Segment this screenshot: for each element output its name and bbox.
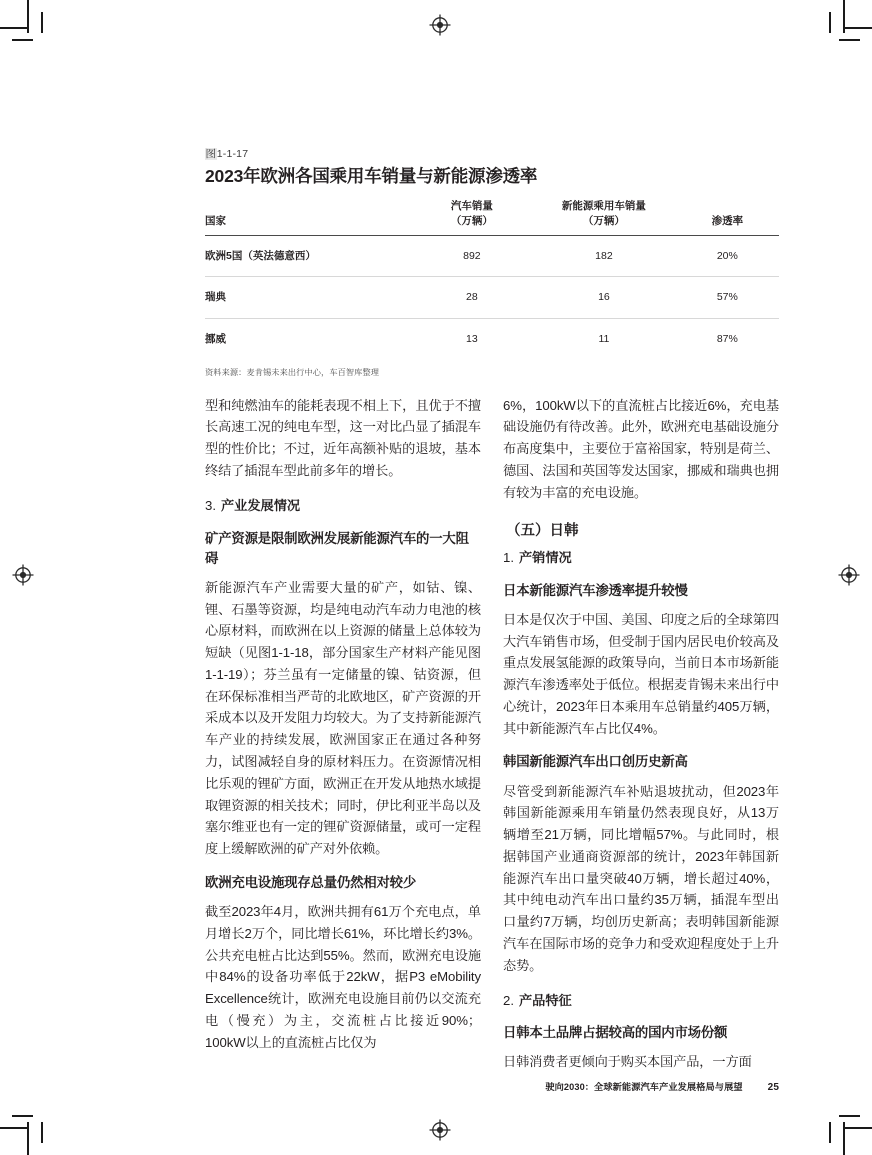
heading-text: 产品特征	[519, 992, 572, 1008]
crop-mark-top-left-horizontal	[0, 27, 27, 29]
paragraph-japan: 日本是仅次于中国、美国、印度之后的全球第四大汽车销售市场，但受制于国内居民电价较高及重点发展氢能源的政策导向，当前日本市场新能源汽车渗透率处于低位。根据麦肯锡未来出行中心统计，2023年日本乘用车总销量约405万辆，其中新能源汽车占比仅4%。	[503, 611, 779, 736]
subheading-korea-export: 韩国新能源汽车出口创历史新高	[503, 754, 688, 770]
table-cell-penetration: 20%	[676, 235, 779, 277]
table-header-row	[205, 199, 779, 235]
table-header-car-sales-unit: （万辆）	[450, 214, 493, 227]
right-column	[503, 395, 779, 1074]
table-cell-car-sales: 13	[466, 332, 478, 345]
table-cell-car-sales: 28	[412, 277, 533, 319]
left-column	[205, 395, 481, 1054]
table-cell-penetration: 87%	[716, 332, 738, 345]
table-cell-nev-sales: 182	[532, 235, 676, 277]
crop-mark-bottom-left-vertical	[27, 1122, 29, 1155]
crop-mark-bottom-left-horizontal	[0, 1127, 27, 1129]
europe-sales-table	[205, 199, 779, 359]
heading-product-features	[503, 991, 779, 1011]
crop-mark-top-right-horizontal	[845, 27, 872, 29]
table-body	[205, 235, 779, 359]
table-header-car-sales-main: 汽车销量	[450, 200, 493, 213]
paragraph-korea: 尽管受到新能源汽车补贴退坡扰动，但2023年韩国新能源乘用车销量仍然表现良好，从13万辆增至21万辆，同比增幅57%。与此同时，根据韩国产业通商资源部的统计，2023年韩国新能源汽车出口量突破40万辆，增长超过40%，其中纯电动汽车出口量约35万辆，插混车型出口量约7万辆，均创历史新高；表明韩国新能源汽车在国际市场的竞争力和受欢迎程度处于上升态势。	[503, 783, 779, 973]
table-header-penetration	[676, 199, 779, 235]
figure-label-number: 1-1-17	[216, 148, 249, 160]
crop-mark-bottom-right-bleed-vertical	[829, 1122, 831, 1143]
table-header-country	[205, 199, 412, 235]
crop-mark-bottom-right-horizontal	[845, 1127, 872, 1129]
subheading-minerals: 矿产资源是限制欧洲发展新能源汽车的一大阻碍	[205, 530, 469, 566]
figure-label-prefix: 图	[205, 148, 217, 160]
table-cell-country: 瑞典	[205, 277, 412, 319]
figure-title: 2023年欧洲各国乘用车销量与新能源渗透率	[205, 165, 538, 186]
table-header-country-main: 国家	[205, 214, 226, 227]
crop-mark-top-left-bleed-horizontal	[12, 39, 33, 41]
crop-mark-bottom-right-bleed-horizontal	[839, 1115, 860, 1117]
two-column-body	[205, 395, 779, 1074]
section-heading-japan-korea: （五）日韩	[506, 522, 579, 539]
table-cell-penetration: 57%	[676, 277, 779, 319]
paragraph-continued-right: 6%，100kW以下的直流桩占比接近6%，充电基础设施仍有待改善。此外，欧洲充电基础设施分布高度集中，主要位于富裕国家，特别是荷兰、德国、法国和英国等发达国家，挪威和瑞典也拥有较为丰富的充电设施。	[503, 397, 779, 500]
paragraph-charging: 截至2023年4月，欧洲共拥有61万个充电点，单月增长2万个，同比增长61%，环比增长约3%。公共充电桩占比达到55%。然而，欧洲充电设施中84%的设备功率低于22kW，据P3 eMobility Excellence统计，欧洲充电设施目前仍以交流充电（慢充）为主，交流桩占比接近90%；100kW以上的直流桩占比仅为	[205, 904, 481, 1050]
paragraph-brands: 日韩消费者更倾向于购买本国产品，一方面	[503, 1054, 752, 1070]
footer-book-title: 驶向2030：全球新能源汽车产业发展格局与展望	[545, 1082, 743, 1092]
figure-block	[205, 148, 779, 378]
crop-mark-bottom-left-bleed-horizontal	[12, 1115, 33, 1117]
page-footer	[205, 1079, 779, 1093]
registration-target-top	[429, 14, 451, 36]
subheading-charging-infrastructure: 欧洲充电设施现存总量仍然相对较少	[205, 874, 417, 890]
crop-mark-top-right-bleed-horizontal	[839, 39, 860, 41]
table-cell-country: 欧洲5国（英法德意西）	[205, 235, 412, 277]
crop-mark-top-left-bleed-vertical	[41, 12, 43, 33]
table-header-nev-sales-main: 新能源乘用车销量	[561, 200, 646, 213]
table-header-car-sales	[412, 199, 533, 235]
heading-number: 3.	[205, 497, 216, 513]
table-row	[205, 235, 779, 277]
table-cell-nev-sales: 16	[532, 277, 676, 319]
table-header-penetration-main: 渗透率	[711, 214, 744, 227]
footer-page-number: 25	[767, 1082, 779, 1093]
page-content	[205, 148, 779, 1073]
paragraph-minerals: 新能源汽车产业需要大量的矿产，如钴、镍、锂、石墨等资源，均是纯电动汽车动力电池的核心原材料，而欧洲在以上资源的储量上总体较为短缺（见图1-1-18，部分国家生产材料产能见图1-1-19）；芬兰虽有一定储量的镍、钴资源，但在环保标准相当严苛的北欧地区，矿产资源的开采成本以及开发阻力均较大。为了支持新能源汽车产业的持续发展，欧洲国家正在通过各种努力，试图减轻自身的原材料压力。在资源情况相比乐观的锂矿方面，欧洲正在开发从地热水域提取锂资源的相关技术；同时，伊比利亚半岛以及塞尔维亚也有一定的锂矿资源储量，或可一定程度上缓解欧洲的矿产对外依赖。	[205, 579, 481, 857]
heading-production-sales	[503, 548, 779, 568]
table-header-nev-sales-unit: （万辆）	[582, 214, 625, 227]
registration-target-bottom	[429, 1119, 451, 1141]
table-row	[205, 277, 779, 319]
table-cell-car-sales: 892	[412, 235, 533, 277]
paragraph-continued-left: 型和纯燃油车的能耗表现不相上下，且优于不擅长高速工况的纯电车型，这一对比凸显了插混车型的性价比；不过，近年高额补贴的退坡，基本终结了插混车型此前多年的增长。	[205, 397, 481, 478]
heading-industry-development	[205, 496, 481, 516]
table-header	[205, 199, 779, 235]
heading-text: 产业发展情况	[221, 497, 301, 513]
crop-mark-top-left-vertical	[27, 0, 29, 33]
crop-mark-top-right-bleed-vertical	[829, 12, 831, 33]
registration-target-left	[12, 564, 34, 586]
heading-number: 2.	[503, 992, 514, 1008]
heading-text: 产销情况	[519, 549, 572, 565]
subheading-japan-penetration: 日本新能源汽车渗透率提升较慢	[503, 582, 688, 598]
crop-mark-bottom-left-bleed-vertical	[41, 1122, 43, 1143]
registration-target-right	[838, 564, 860, 586]
figure-label	[205, 148, 779, 161]
table-cell-country: 挪威	[205, 332, 226, 345]
subheading-domestic-brands: 日韩本土品牌占据较高的国内市场份额	[503, 1025, 728, 1041]
table-row	[205, 318, 779, 359]
figure-source: 资料来源：麦肯锡未来出行中心，车百智库整理	[205, 367, 380, 377]
table-cell-nev-sales: 11	[598, 332, 610, 345]
table-header-nev-sales	[532, 199, 676, 235]
heading-number: 1.	[503, 549, 514, 565]
